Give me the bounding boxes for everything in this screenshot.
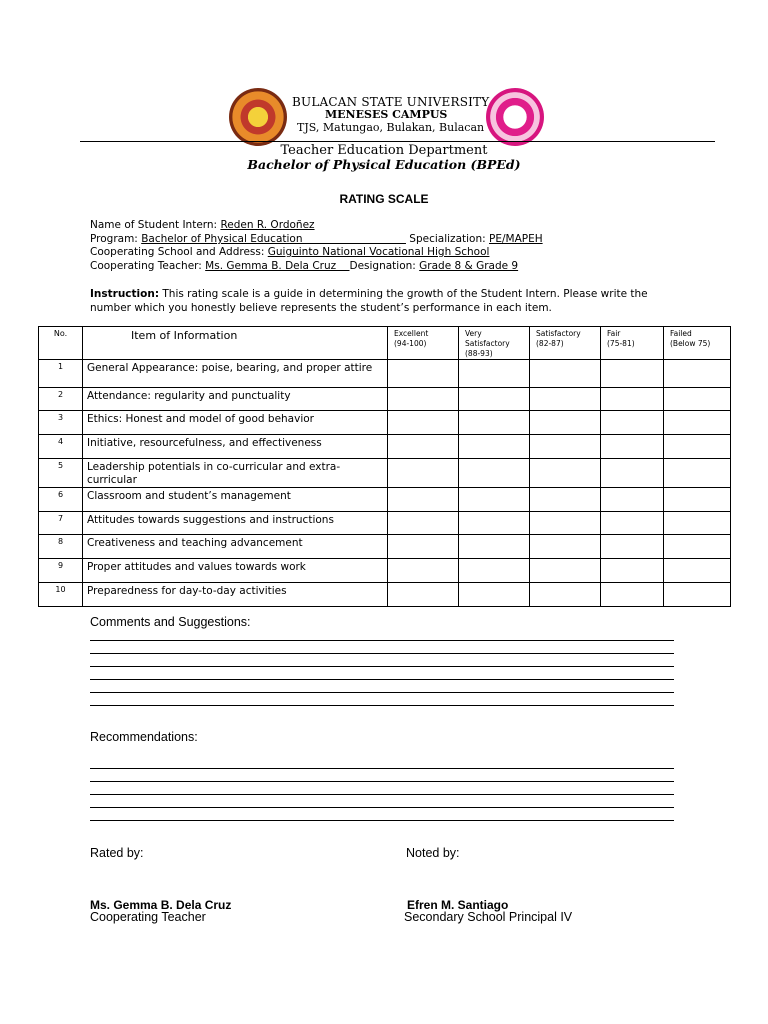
noter-name: Efren M. Santiago — [407, 898, 509, 912]
col-excellent-header: Excellent (94-100) — [388, 327, 459, 360]
rating-cell[interactable] — [530, 535, 601, 559]
rating-cell[interactable] — [664, 535, 731, 559]
noted-by-label: Noted by: — [406, 846, 460, 860]
rating-cell[interactable] — [530, 512, 601, 535]
comments-label: Comments and Suggestions: — [90, 615, 251, 629]
rating-cell[interactable] — [388, 459, 459, 488]
row-item: General Appearance: poise, bearing, and proper attire — [83, 360, 388, 388]
department-name: Teacher Education Department — [280, 143, 488, 158]
designation-label: Designation: — [349, 260, 420, 272]
university-seal-logo — [229, 88, 287, 146]
comment-line[interactable] — [90, 666, 674, 667]
campus-address: TJS, Matungao, Bulakan, Bulacan — [297, 121, 485, 134]
table-row — [39, 459, 731, 488]
row-item: Creativeness and teaching advancement — [83, 535, 388, 559]
program-heading: Bachelor of Physical Education (BPEd) — [247, 157, 521, 172]
teacher-label: Cooperating Teacher: — [90, 260, 206, 272]
table-row — [39, 388, 731, 411]
rating-cell[interactable] — [530, 360, 601, 388]
comment-line[interactable] — [90, 653, 674, 654]
rating-cell[interactable] — [388, 559, 459, 583]
rating-cell[interactable] — [388, 411, 459, 435]
table-row — [39, 411, 731, 435]
rating-cell[interactable] — [530, 435, 601, 459]
table-row — [39, 488, 731, 512]
rating-cell[interactable] — [459, 459, 530, 488]
school-line — [90, 246, 489, 258]
table-row — [39, 512, 731, 535]
rating-cell[interactable] — [459, 559, 530, 583]
table-row — [39, 535, 731, 559]
rating-cell[interactable] — [664, 488, 731, 512]
noter-role: Secondary School Principal IV — [404, 910, 573, 924]
university-name: BULACAN STATE UNIVERSITY — [292, 95, 490, 109]
row-number: 8 — [39, 535, 83, 559]
row-item: Ethics: Honest and model of good behavior — [83, 411, 388, 435]
rating-cell[interactable] — [459, 488, 530, 512]
rating-cell[interactable] — [388, 360, 459, 388]
rating-cell[interactable] — [459, 360, 530, 388]
intern-label: Name of Student Intern: — [90, 219, 221, 231]
rating-cell[interactable] — [388, 435, 459, 459]
rating-cell[interactable] — [664, 435, 731, 459]
row-item: Leadership potentials in co-curricular and extra-curricular — [83, 459, 388, 488]
designation-value: Grade 8 & Grade 9 — [419, 260, 519, 272]
program-label: Program: — [90, 233, 142, 245]
school-label: Cooperating School and Address: — [90, 246, 268, 258]
rating-cell[interactable] — [459, 435, 530, 459]
row-item: Classroom and student’s management — [83, 488, 388, 512]
rating-cell[interactable] — [601, 459, 664, 488]
col-satisfactory-header: Satisfactory (82-87) — [530, 327, 601, 360]
rating-cell[interactable] — [459, 583, 530, 607]
instruction-paragraph — [90, 287, 690, 315]
row-item: Initiative, resourcefulness, and effectiveness — [83, 435, 388, 459]
school-value: Guiguinto National Vocational High School — [267, 246, 490, 258]
comment-line[interactable] — [90, 640, 674, 641]
row-item: Attendance: regularity and punctuality — [83, 388, 388, 411]
rater-role: Cooperating Teacher — [90, 910, 206, 924]
rating-cell[interactable] — [664, 583, 731, 607]
rating-cell[interactable] — [601, 360, 664, 388]
rating-cell[interactable] — [530, 583, 601, 607]
recommendation-line[interactable] — [90, 781, 674, 782]
rating-cell[interactable] — [459, 535, 530, 559]
comment-line[interactable] — [90, 705, 674, 706]
rating-cell[interactable] — [601, 435, 664, 459]
rating-cell[interactable] — [388, 512, 459, 535]
table-row — [39, 435, 731, 459]
row-item: Proper attitudes and values towards work — [83, 559, 388, 583]
instruction-text: This rating scale is a guide in determining the growth of the Student Intern. Please write the number which you honestly believe represents the student’s performance in each item. — [90, 288, 648, 314]
table-row — [39, 583, 731, 607]
row-number: 4 — [39, 435, 83, 459]
rating-cell[interactable] — [601, 411, 664, 435]
rating-cell[interactable] — [664, 459, 731, 488]
intern-value: Reden R. Ordoñez — [220, 219, 315, 231]
specialization-value: PE/MAPEH — [489, 233, 543, 245]
rating-cell[interactable] — [601, 488, 664, 512]
rating-cell[interactable] — [388, 388, 459, 411]
rating-cell[interactable] — [530, 459, 601, 488]
rating-cell[interactable] — [530, 488, 601, 512]
rating-table — [38, 326, 731, 607]
page-title: RATING SCALE — [339, 192, 429, 206]
recommendation-line[interactable] — [90, 820, 674, 821]
comment-line[interactable] — [90, 692, 674, 693]
row-number: 10 — [39, 583, 83, 607]
row-item: Attitudes towards suggestions and instructions — [83, 512, 388, 535]
rating-cell[interactable] — [601, 388, 664, 411]
row-item: Preparedness for day-to-day activities — [83, 583, 388, 607]
campus-seal-logo — [486, 88, 544, 146]
table-row — [39, 360, 731, 388]
rating-cell[interactable] — [459, 512, 530, 535]
table-row — [39, 559, 731, 583]
col-failed-header: Failed (Below 75) — [664, 327, 731, 360]
header-divider — [80, 141, 715, 142]
row-number: 7 — [39, 512, 83, 535]
rating-cell[interactable] — [459, 411, 530, 435]
row-number: 6 — [39, 488, 83, 512]
teacher-value: Ms. Gemma B. Dela Cruz — [205, 260, 350, 272]
row-number: 1 — [39, 360, 83, 388]
rating-cell[interactable] — [664, 411, 731, 435]
program-value: Bachelor of Physical Education — [141, 233, 406, 245]
rating-cell[interactable] — [530, 388, 601, 411]
rating-cell[interactable] — [664, 512, 731, 535]
row-number: 5 — [39, 459, 83, 488]
rating-cell[interactable] — [388, 535, 459, 559]
col-very-satisfactory-header: Very Satisfactory (88-93) — [459, 327, 530, 360]
rating-cell[interactable] — [664, 388, 731, 411]
rating-cell[interactable] — [664, 360, 731, 388]
rating-cell[interactable] — [601, 512, 664, 535]
intern-line — [90, 219, 315, 231]
rating-cell[interactable] — [388, 583, 459, 607]
table-header-row — [39, 327, 731, 360]
comment-line[interactable] — [90, 679, 674, 680]
rating-cell[interactable] — [459, 388, 530, 411]
recommendations-label: Recommendations: — [90, 730, 198, 744]
rating-cell[interactable] — [664, 559, 731, 583]
row-number: 2 — [39, 388, 83, 411]
campus-name: MENESES CAMPUS — [325, 108, 448, 121]
recommendation-line[interactable] — [90, 768, 674, 769]
instruction-label: Instruction: — [90, 288, 160, 300]
rating-cell[interactable] — [601, 583, 664, 607]
recommendation-line[interactable] — [90, 794, 674, 795]
specialization-label: Specialization: — [405, 233, 489, 245]
col-fair-header: Fair (75-81) — [601, 327, 664, 360]
rating-cell[interactable] — [530, 411, 601, 435]
col-item-header: Item of Information — [83, 327, 388, 360]
rating-cell[interactable] — [388, 488, 459, 512]
teacher-line — [90, 260, 518, 272]
rating-cell[interactable] — [530, 559, 601, 583]
rating-cell[interactable] — [601, 535, 664, 559]
rater-name: Ms. Gemma B. Dela Cruz — [90, 898, 232, 912]
recommendation-line[interactable] — [90, 807, 674, 808]
row-number: 3 — [39, 411, 83, 435]
rating-cell[interactable] — [601, 559, 664, 583]
col-no-header: No. — [39, 327, 83, 360]
program-line — [90, 233, 543, 245]
rated-by-label: Rated by: — [90, 846, 144, 860]
row-number: 9 — [39, 559, 83, 583]
